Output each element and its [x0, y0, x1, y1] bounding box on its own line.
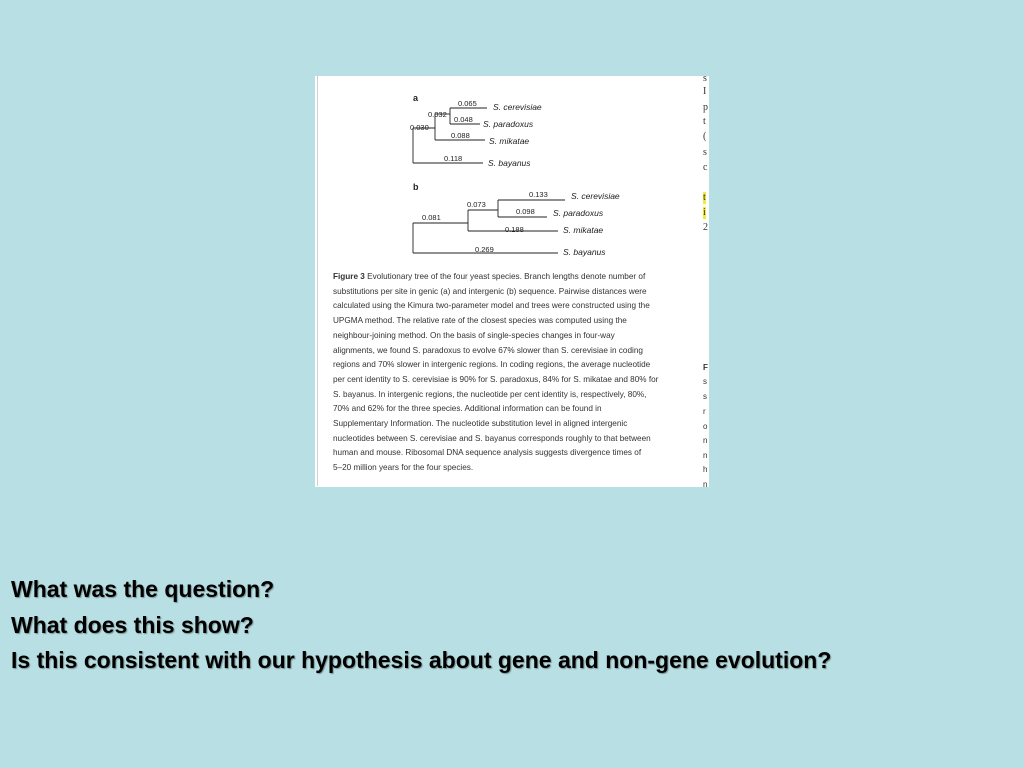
- phylogenetic-trees: [315, 76, 709, 266]
- margin-char: r: [703, 407, 706, 416]
- margin-char: n: [703, 436, 708, 445]
- caption-line: S. bayanus. In intergenic regions, the nucleotide per cent identity is, respectively, 80%,: [333, 389, 647, 399]
- tree-b-species-label: S. paradoxus: [553, 208, 604, 218]
- margin-char: F: [703, 363, 708, 372]
- margin-char: o: [703, 422, 708, 431]
- margin-char: I: [703, 86, 707, 97]
- margin-char: c: [703, 162, 708, 173]
- tree-a-branch-length: 0.065: [458, 99, 477, 108]
- caption-line: alignments, we found S. paradoxus to evolve 67% slower than S. cerevisiae in coding: [333, 345, 643, 355]
- tree-a-species-label: S. mikatae: [489, 136, 530, 146]
- caption-line: human and mouse. Ribosomal DNA sequence analysis suggests divergence times of: [333, 448, 642, 458]
- tree-a-branch-length: 0.088: [451, 131, 470, 140]
- tree-a-species-label: S. bayanus: [488, 158, 531, 168]
- margin-char: n: [703, 451, 708, 460]
- caption-text: Evolutionary tree of the four yeast species. Branch lengths denote number of: [367, 272, 646, 281]
- margin-char: s: [703, 76, 707, 84]
- tree-b-branch-length: 0.073: [467, 200, 486, 209]
- caption-line: calculated using the Kimura two-parameter model and trees were constructed using the: [333, 301, 650, 311]
- tree-b-branch-length: 0.188: [505, 225, 524, 234]
- discussion-questions: [11, 572, 1021, 679]
- margin-char: (: [703, 131, 707, 142]
- tree-b-species-label: S. mikatae: [563, 225, 604, 235]
- tree-a-species-label: S. cerevisiae: [493, 102, 542, 112]
- margin-char: h: [703, 465, 708, 474]
- question-1: What was the question?: [11, 576, 275, 602]
- margin-char: 2: [703, 222, 708, 233]
- figure-label: Figure 3: [333, 272, 365, 281]
- caption-line: Supplementary Information. The nucleotide substitution level in aligned intergenic: [333, 419, 628, 429]
- margin-char: n: [703, 480, 708, 487]
- figure-caption: [333, 270, 691, 476]
- margin-char: s: [703, 147, 707, 158]
- tree-b-species-label: S. cerevisiae: [571, 191, 620, 201]
- margin-char: s: [703, 377, 707, 386]
- caption-line: substitutions per site in genic (a) and intergenic (b) sequence. Pairwise distances were: [333, 286, 647, 296]
- tree-a-species-label: S. paradoxus: [483, 119, 534, 129]
- tree-a-label: a: [413, 93, 419, 103]
- tree-a-branch-length: 0.030: [410, 123, 429, 132]
- tree-a-branch-length: 0.118: [444, 154, 463, 163]
- tree-b-branch-length: 0.133: [529, 190, 548, 199]
- tree-b-branch-length: 0.098: [516, 207, 535, 216]
- caption-line: 5–20 million years for the four species.: [333, 463, 474, 473]
- figure-image: [315, 76, 709, 487]
- tree-b-branch-length: 0.081: [422, 213, 441, 222]
- margin-char: s: [703, 392, 707, 401]
- question-2: What does this show?: [11, 611, 254, 638]
- margin-char: p: [703, 102, 708, 113]
- caption-line: regions and 70% slower in intergenic regions. In coding regions, the average nucleotide: [333, 360, 651, 370]
- margin-char-highlighted: t: [703, 192, 706, 203]
- tree-b-label: b: [413, 182, 419, 192]
- caption-line: nucleotides between S. cerevisiae and S. bayanus corresponds roughly to that between: [333, 433, 651, 443]
- question-3: Is this consistent with our hypothesis about gene and non-gene evolution?: [11, 647, 832, 673]
- caption-line: 70% and 62% for the three species. Additional information can be found in: [333, 404, 602, 414]
- tree-b-species-label: S. bayanus: [563, 247, 606, 257]
- tree-a-branch-length: 0.048: [454, 115, 473, 124]
- margin-char-highlighted: i: [703, 207, 706, 218]
- margin-char: t: [703, 116, 706, 127]
- caption-line: [333, 270, 691, 285]
- caption-line: UPGMA method. The relative rate of the closest species was computed using the: [333, 316, 627, 326]
- caption-line: per cent identity to S. cerevisiae is 90% for S. paradoxus, 84% for S. mikatae and 80% for: [333, 374, 659, 384]
- tree-b-branch-length: 0.269: [475, 245, 494, 254]
- caption-line: neighbour-joining method. On the basis of single-species changes in four-way: [333, 330, 615, 340]
- tree-a-branch-length: 0.032: [428, 110, 447, 119]
